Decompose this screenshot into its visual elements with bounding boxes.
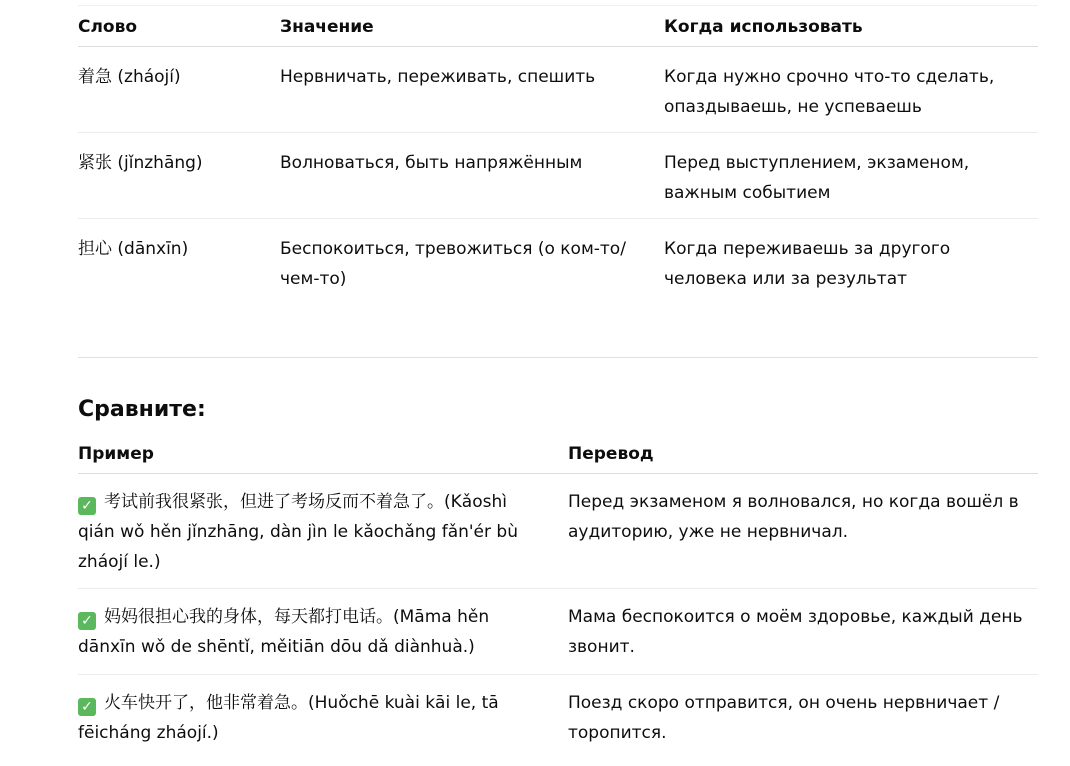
section-heading: Сравните: [78,397,206,422]
usage-cell: Когда переживаешь за другого человека или за результат [664,218,1038,304]
column-header-example: Пример [78,436,568,473]
translation-cell: Поезд скоро отправится, он очень нервничает / торопится. [568,674,1038,760]
translation-cell: Перед экзаменом я волновался, но когда вошёл в аудиторию, уже не нервничал. [568,491,1019,542]
usage-cell: Перед выступлением, экзаменом, важным событием [664,132,1038,218]
top-divider [78,5,1038,6]
check-mark-icon: ✓ [78,497,96,515]
column-header-usage: Когда использовать [664,8,1038,46]
meaning-cell: Беспокоиться, тревожиться (о ком-то/чем-то) [280,218,664,304]
example-text: 妈妈很担心我的身体，每天都打电话。(Māma hěn dānxīn wǒ de shēntǐ, měitiān dōu dǎ diànhuà.) [78,606,490,657]
table-row [78,218,1038,304]
table-header-row [78,436,1038,473]
check-mark-icon: ✓ [78,698,96,716]
vocabulary-table [78,8,1038,304]
example-text: 火车快开了，他非常着急。(Huǒchē kuài kāi le, tā fēicháng zháojí.) [78,692,499,743]
table-row [78,473,1038,588]
example-cell [78,588,568,674]
translation-cell: Мама беспокоится о моём здоровье, каждый день звонит. [568,588,1038,674]
word-cell: 担心 (dānxīn) [78,218,280,304]
example-text: 考试前我很紧张，但进了考场反而不着急了。(Kǎoshì qián wǒ hěn jǐnzhāng, dàn jìn le kǎochǎng fǎn'ér bù zháojí le.) [78,491,518,572]
column-header-translation: Перевод [568,436,1038,473]
table-row [78,588,1038,674]
examples-table [78,436,1038,760]
example-cell [78,473,568,588]
check-mark-icon: ✓ [78,612,96,630]
table-row [78,132,1038,218]
meaning-cell: Нервничать, переживать, спешить [280,66,596,87]
column-header-word: Слово [78,8,280,46]
column-header-meaning: Значение [280,8,664,46]
table-row [78,46,1038,132]
example-cell [78,674,568,760]
usage-cell: Когда нужно срочно что-то сделать, опаздываешь, не успеваешь [664,66,995,117]
table-row [78,674,1038,760]
word-cell: 紧张 (jǐnzhāng) [78,132,280,218]
meaning-cell: Волноваться, быть напряжённым [280,132,664,218]
section-divider [78,357,1038,358]
table-header-row [78,8,1038,46]
word-cell: 着急 (zháojí) [78,66,181,87]
